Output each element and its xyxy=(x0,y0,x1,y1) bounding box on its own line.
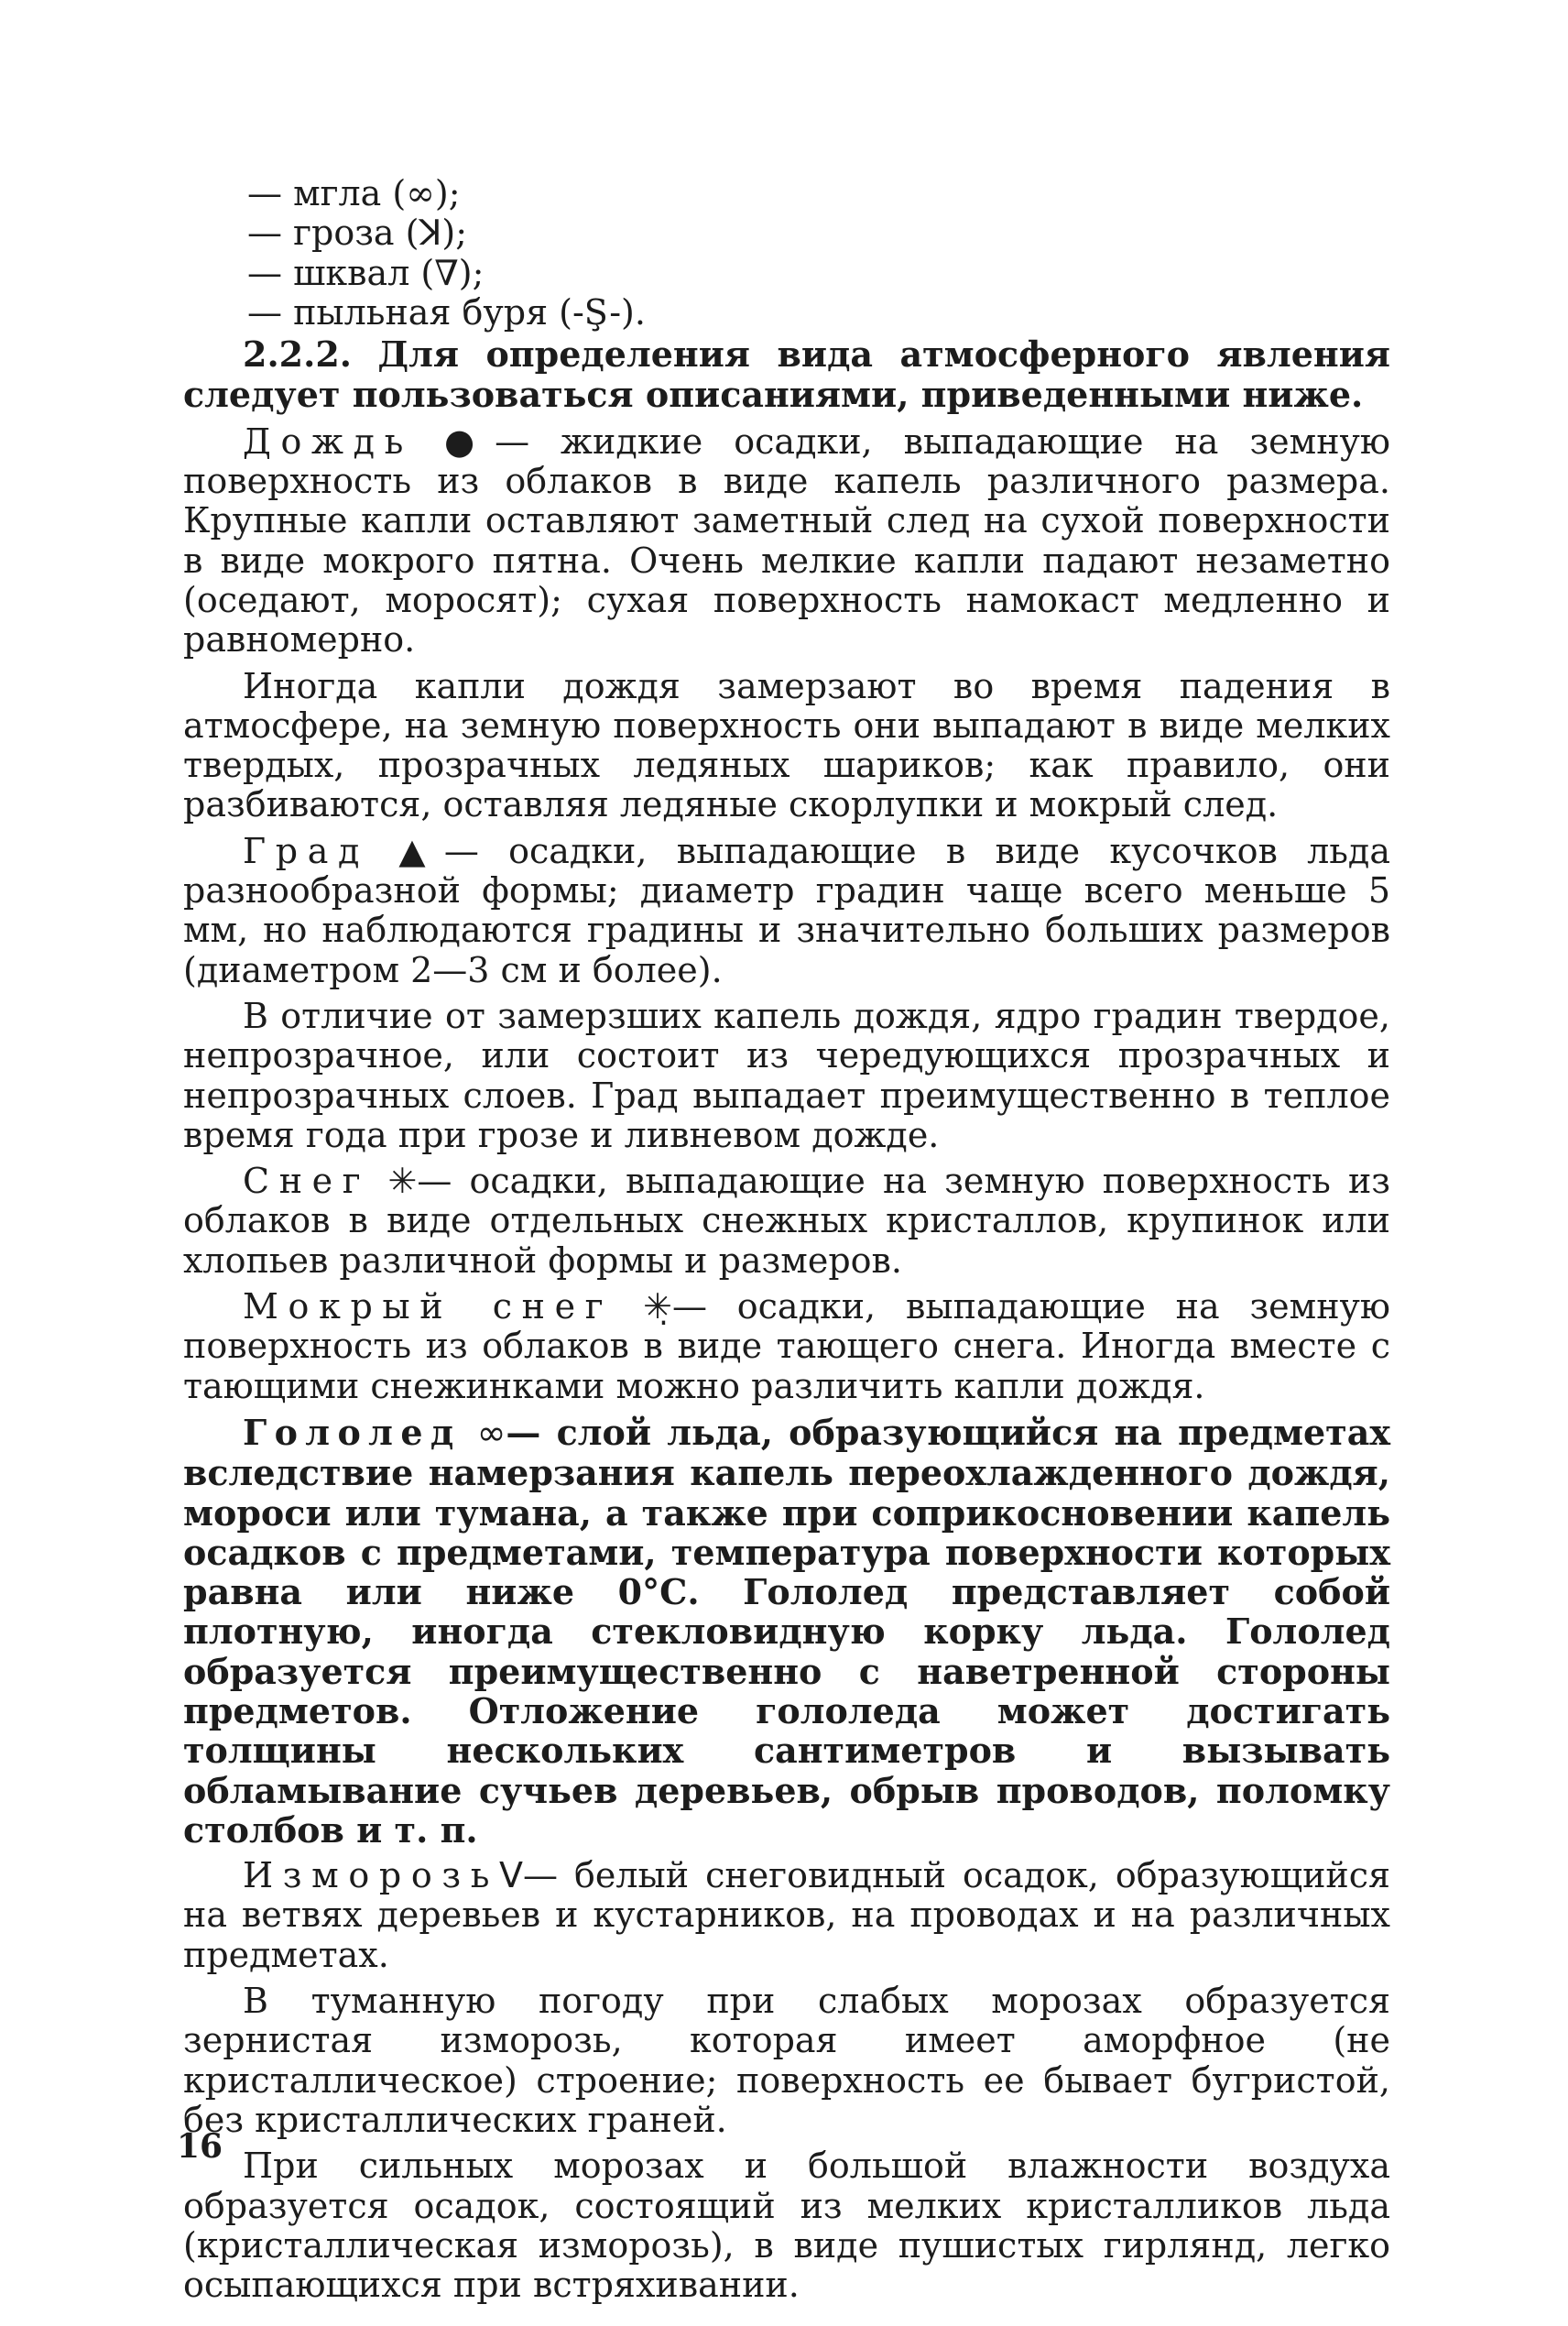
glaze-term: Гололед xyxy=(243,1411,462,1453)
body-text xyxy=(183,174,1390,2305)
snow-text: — осадки, выпадающие на земную поверхность из облаков в виде отдельных снежных кристаллов, крупинок или хлопьев различной формы и размеров. xyxy=(183,1161,1390,1281)
glaze-symbol-icon: ∞ xyxy=(476,1412,506,1453)
rime-symbol-icon: V xyxy=(499,1855,524,1896)
hail-paragraph xyxy=(183,832,1390,990)
hail-text: — осадки, выпадающие в виде кусочков льда разнообразной формы; диаметр градин чаще всего меньше 5 мм, но наблюдаются градины и значительно больших размеров (диаметром 2—3 см и более). xyxy=(183,830,1390,990)
rime-note-1-paragraph: В туманную погоду при слабых морозах образуется зернистая изморозь, которая имеет аморфное (не кристаллическое) строение; поверхность ее бывает бугристой, без кристаллических граней. xyxy=(183,1981,1390,2140)
wet-snow-term: Мокрый снег xyxy=(243,1286,614,1327)
rain-note-paragraph: Иногда капли дождя замерзают во время падения в атмосфере, на земную поверхность они выпадают в виде мелких твердых, прозрачных ледяных шариков; как правило, они разбиваются, оставляя ледяные скорлупки и мокрый след. xyxy=(183,665,1390,825)
list-item-haze: — мгла (∞); xyxy=(247,173,461,213)
rain-symbol-icon: ● xyxy=(444,420,495,462)
list-item-squall: — шквал (∇); xyxy=(247,252,485,293)
section-intro-paragraph xyxy=(183,334,1390,416)
rain-term: Дождь xyxy=(243,420,414,462)
section-number: 2.2.2. xyxy=(243,333,353,376)
hail-symbol-icon: ▲ xyxy=(398,830,444,871)
list-item-thunderstorm: — гроза (ꓘ); xyxy=(247,213,468,254)
page-number: 16 xyxy=(177,2127,223,2166)
wet-snow-symbol-icon: ✳̣ xyxy=(643,1286,672,1327)
section-intro-text: Для определения вида атмосферного явления следует пользоваться описаниями, приведенными ниже. xyxy=(183,333,1390,416)
rime-note-2-paragraph: При сильных морозах и большой влажности воздуха образуется осадок, состоящий из мелких кристалликов льда (кристаллическая изморозь), в виде пушистых гирлянд, легко осыпающихся при встряхивании. xyxy=(183,2146,1390,2306)
glaze-paragraph xyxy=(183,1413,1390,1850)
snow-paragraph xyxy=(183,1162,1390,1281)
rain-paragraph xyxy=(183,422,1390,661)
glaze-text: — слой льда, образующийся на предметах вследствие намерзания капель переохлажденного дождя, мороси или тумана, а также при соприкосновении капель осадков с предметами, температура поверхности которых равна или ниже 0°С. Гололед представляет собой плотную, иногда стекловидную корку льда. Гололед образуется преимущественно с наветренной стороны предметов. Отложение гололеда может достигать толщины нескольких сантиметров и вызывать обламывание сучьев деревьев, обрыв проводов, поломку столбов и т. п. xyxy=(183,1411,1390,1851)
snow-term: Снег xyxy=(243,1161,371,1202)
rime-paragraph xyxy=(183,1856,1390,1975)
rime-text: — белый снеговидный осадок, образующийся на ветвях деревьев и кустарников, на проводах и на различных предметах. xyxy=(183,1855,1390,1975)
wet-snow-text: — осадки, выпадающие на земную поверхность из облаков в виде тающего снега. Иногда вместе с тающими снежинками можно различить капли дождя. xyxy=(183,1286,1390,1406)
snow-symbol-icon: ✳ xyxy=(387,1161,418,1202)
hail-note-paragraph: В отличие от замерзших капель дождя, ядро градин твердое, непрозрачное, или состоит из чередующихся прозрачных и непрозрачных слоев. Град выпадает преимущественно в теплое время года при грозе и ливневом дожде. xyxy=(183,995,1390,1155)
rain-text: — жидкие осадки, выпадающие на земную поверхность из облаков в виде капель различного размера. Крупные капли оставляют заметный след на сухой поверхности в виде мокрого пятна. Очень мелкие капли падают незаметно (оседают, моросят); сухая поверхность намокаст медленно и равномерно. xyxy=(183,420,1390,661)
rime-term: Изморозь xyxy=(243,1855,500,1896)
hail-term: Град xyxy=(243,830,370,871)
list-item-dust-storm: — пыльная буря (-Ş-). xyxy=(247,291,646,333)
wet-snow-paragraph xyxy=(183,1287,1390,1406)
